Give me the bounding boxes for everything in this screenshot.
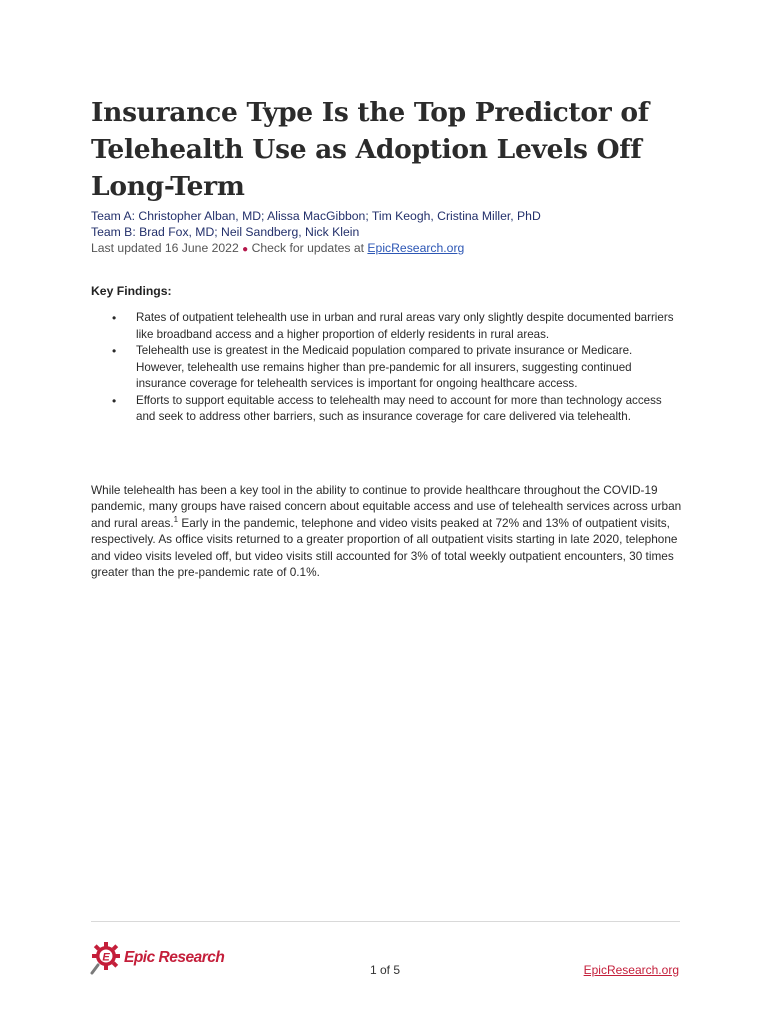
author-list	[91, 208, 691, 240]
finding-text: Rates of outpatient telehealth use in urban and rural areas vary only slightly despite documented barriers like broadband access and a higher proportion of elderly residents in rural areas.	[136, 311, 674, 341]
footnote-ref[interactable]: 1	[173, 514, 179, 524]
list-item	[91, 393, 681, 426]
bullet-icon: •	[112, 311, 117, 325]
finding-text: Efforts to support equitable access to telehealth may need to account for more than technology access and seek to address other barriers, such as insurance coverage for care delivered via telehealth.	[136, 393, 662, 423]
bullet-icon: •	[112, 393, 117, 408]
epic-research-logo	[90, 940, 240, 976]
list-item	[91, 310, 681, 343]
last-updated-text: Last updated 16 June 2022	[91, 241, 239, 255]
bullet-icon: •	[112, 344, 117, 358]
key-findings-list	[91, 310, 681, 426]
epicresearch-link[interactable]: EpicResearch.org	[367, 241, 465, 255]
team-b-authors: Team B: Brad Fox, MD; Neil Sandberg, Nick Klein	[91, 225, 360, 239]
list-item	[91, 343, 681, 393]
intro-text-part1: While telehealth has been a key tool in the ability to continue to provide healthcare throughout the COVID-19 pandemic, many groups have raised concern about equitable access and use of telehealth services across urban and rural areas.	[91, 483, 682, 530]
check-updates-text: Check for updates at	[251, 241, 365, 255]
epic-gear-icon	[90, 941, 122, 975]
key-findings-heading: Key Findings:	[91, 284, 172, 298]
separator-dot-icon: ●	[242, 244, 249, 255]
intro-paragraph	[91, 482, 683, 580]
team-a-authors: Team A: Christopher Alban, MD; Alissa MacGibbon; Tim Keogh, Cristina Miller, PhD	[91, 209, 541, 223]
page-number: 1 of 5	[369, 963, 401, 977]
svg-text:E: E	[102, 951, 110, 964]
footer-epicresearch-link[interactable]: EpicResearch.org	[583, 963, 679, 977]
footer-divider	[91, 921, 680, 922]
document-title: Insurance Type Is the Top Predictor of Telehealth Use as Adoption Levels Off Long-Term	[91, 97, 649, 202]
logo-text: Epic Research	[124, 949, 225, 966]
finding-text: Telehealth use is greatest in the Medicaid population compared to private insurance or Medicare. However, telehealth use remains higher than pre-pandemic for all insurers, suggesting continued insurance coverage for telehealth services is important for ongoing healthcare access.	[136, 344, 633, 390]
update-line	[91, 240, 691, 258]
intro-text-part2: Early in the pandemic, telephone and video visits peaked at 72% and 13% of outpatient visits, respectively. As office visits returned to a greater proportion of all outpatient visits starting in late 2020, telephone and video visits leveled off, but video visits still accounted for 3% of total weekly outpatient encounters, 30 times greater than the pre-pandemic rate of 0.1%.	[91, 515, 678, 580]
